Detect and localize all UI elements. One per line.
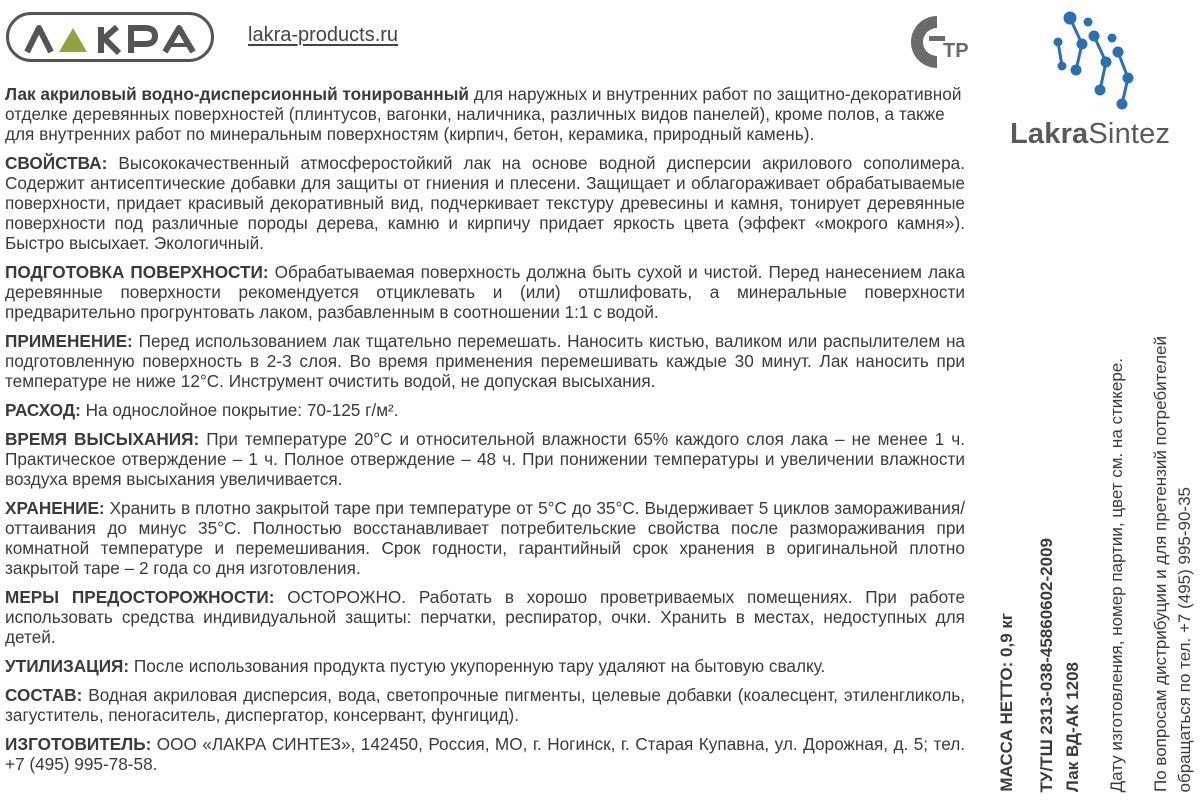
precautions-paragraph: МЕРЫ ПРЕДОСТОРОЖНОСТИ: ОСТОРОЖНО. Работать в хорошо проветриваемых помещениях. При работе использовать средства индивидуальной защиты: перчатки, респиратор, очки. Хранить в местах, недоступных для детей. [5,587,966,647]
website-link[interactable]: lakra-products.ru [248,24,399,46]
section-heading: СВОЙСТВА: [5,153,108,173]
lakrasintez-dots-icon [1030,8,1150,112]
drying-paragraph: ВРЕМЯ ВЫСЫХАНИЯ: При температуре 20°С и относительной влажности 65% каждого слоя лака – не менее 1 ч. Практическое отверждение – 1 ч. Полное отверждение – 48 ч. При понижении температуры и увеличении влажности воздуха время высыхания увеличивается. [5,429,966,489]
lakra-logo [6,12,214,62]
standard-number: ТУ/ТШ 2313-038-45860602-2009 [1037,537,1056,792]
product-code: Лак ВД-АК 1208 [1063,661,1082,792]
preparation-paragraph: ПОДГОТОВКА ПОВЕРХНОСТИ: Обрабатываемая поверхность должна быть сухой и чистой. Перед нанесением лака деревянные поверхности рекомендуется отциклевать и (или) отшлифовать, а минеральные поверхности предварительно прогрунтовать лаком, разбавленным в соотношении 1:1 с водой. [5,262,965,322]
lakrasintez-wordmark: LakraSintez [1010,118,1171,150]
net-mass: МАССА НЕТТО: 0,9 кг [997,613,1016,792]
section-heading: ПРИМЕНЕНИЕ: [5,331,133,351]
composition-paragraph: СОСТАВ: Водная акриловая дисперсия, вода, светопрочные пигменты, целевые добавки (коалесцент, этиленгликоль, загуститель, пеногаситель, диспергатор, консервант, фунгицид). [5,685,965,725]
manufacturer-paragraph: ИЗГОТОВИТЕЛЬ: ООО «ЛАКРА СИНТЕЗ», 142450, Россия, МО, г. Ногинск, г. Старая Купавна, ул. Дорожная, д. 5; тел. +7 (495) 995-78-58. [5,734,965,774]
intro-paragraph: Лак акриловый водно-дисперсионный тонированный для наружных и внутренних работ по защитно-декоративной отделке деревянных поверхностей (плинтусов, вагонки, наличника, различных видов панелей), кроме полов, а также для внутренних работ по минеральным поверхностям (кирпич, бетон, керамика, природный камень). [5,84,962,144]
storage-paragraph: ХРАНЕНИЕ: Хранить в плотно закрытой таре при температуре от 5°С до 35°С. Выдерживает 5 циклов замораживания/оттаивания до минус 35°С. Полностью восстанавливает потребительские свойства после размораживания при комнатной температуре и перемешивания. Срок годности, гарантийный срок хранения в оригинальной плотно закрытой таре – 2 года со дня изготовления. [5,498,965,578]
section-heading: УТИЛИЗАЦИЯ: [5,656,130,676]
consumption-paragraph: РАСХОД: На однослойное покрытие: 70-125 г/м². [5,400,399,420]
contact-line-1: По вопросам дистрибуции и для претензий потребителей [1151,335,1170,792]
section-heading: МЕРЫ ПРЕДОСТОРОЖНОСТИ: [5,587,275,607]
eac-certification-icon [893,10,977,72]
contact-line-2: обращаться по тел. +7 (495) 995-90-35 [1175,486,1194,792]
lakra-logo-glyphs [9,15,217,65]
section-heading: РАСХОД: [5,400,81,420]
section-heading: ХРАНЕНИЕ: [5,498,105,518]
cert-mark-text: ТР [943,40,969,62]
section-heading: ВРЕМЯ ВЫСЫХАНИЯ: [5,429,200,449]
batch-info: Дату изготовления, номер партии, цвет см. на стикере. [1107,357,1126,792]
properties-paragraph: СВОЙСТВА: Высококачественный атмосферостойкий лак на основе водной дисперсии акрилового сополимера. Содержит антисептические добавки для защиты от гниения и плесени. Защищает и облагораживает обрабатываемые поверхности, придает красивый декоративный вид, подчеркивает текстуру древесины и камня, тонирует деревянные поверхности под различные породы дерева, камню и кирпичу придает яркость цвета (эффект «мокрого камня»). Быстро высыхает. Экологичный. [5,153,965,253]
label-text [5,84,965,783]
section-heading: ПОДГОТОВКА ПОВЕРХНОСТИ: [5,262,269,282]
disposal-paragraph: УТИЛИЗАЦИЯ: После использования продукта пустую укупоренную тару удаляют на бытовую свалку. [5,656,826,676]
product-title: Лак акриловый водно-дисперсионный тонированный [5,84,469,104]
section-heading: СОСТАВ: [5,685,83,705]
application-paragraph: ПРИМЕНЕНИЕ: Перед использованием лак тщательно перемешать. Наносить кистью, валиком или распылителем на подготовленную поверхность в 2-3 слоя. Во время применения перемешивать каждые 30 минут. Лак наносить при температуре не ниже 12°С. Инструмент очистить водой, не допуская высыхания. [5,331,965,391]
section-heading: ИЗГОТОВИТЕЛЬ: [5,734,152,754]
